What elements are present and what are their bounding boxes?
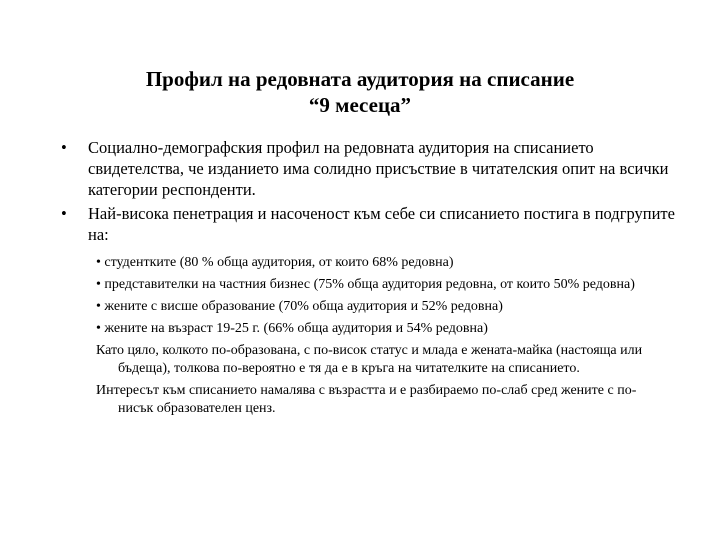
- sub-item: Интересът към списанието намалява с възрастта и е разбираемо по-слаб сред жените с по-нисък образователен ценз.: [96, 383, 637, 416]
- bullet-dot-icon: •: [61, 204, 67, 223]
- bullet-dot-icon: •: [61, 138, 67, 157]
- bullet-list: [58, 137, 678, 248]
- slide-title-line-2: “9 месеца”: [308, 93, 412, 117]
- bullet-text: Социално-демографския профил на редовната аудитория на списанието свидетелства, че изданието има солидно присъствие в читателския опит на всички категории респонденти.: [88, 138, 669, 199]
- sub-item: • студентките (80 % обща аудитория, от които 68% редовна): [96, 255, 454, 270]
- sub-item: • жените с висше образование (70% обща аудитория и 52% редовна): [96, 299, 503, 314]
- bullet-item: [58, 137, 678, 200]
- bullet-item: [58, 203, 678, 245]
- bullet-text: Най-висока пенетрация и насоченост към себе си списанието постига в подгрупите на:: [88, 204, 675, 244]
- sub-item: • представителки на частния бизнес (75% обща аудитория редовна, от които 50% редовна): [96, 277, 635, 292]
- sub-item: • жените на възраст 19-25 г. (66% обща аудитория и 54% редовна): [96, 321, 488, 336]
- sub-list: [96, 254, 671, 422]
- sub-item: Като цяло, колкото по-образована, с по-висок статус и млада е жената-майка (настояща или бъдеща), толкова по-вероятно е тя да е в кръга на читателките на списанието.: [96, 343, 643, 376]
- slide-title: [60, 66, 660, 118]
- slide-title-line-1: Профил на редовната аудитория на списание: [145, 67, 575, 91]
